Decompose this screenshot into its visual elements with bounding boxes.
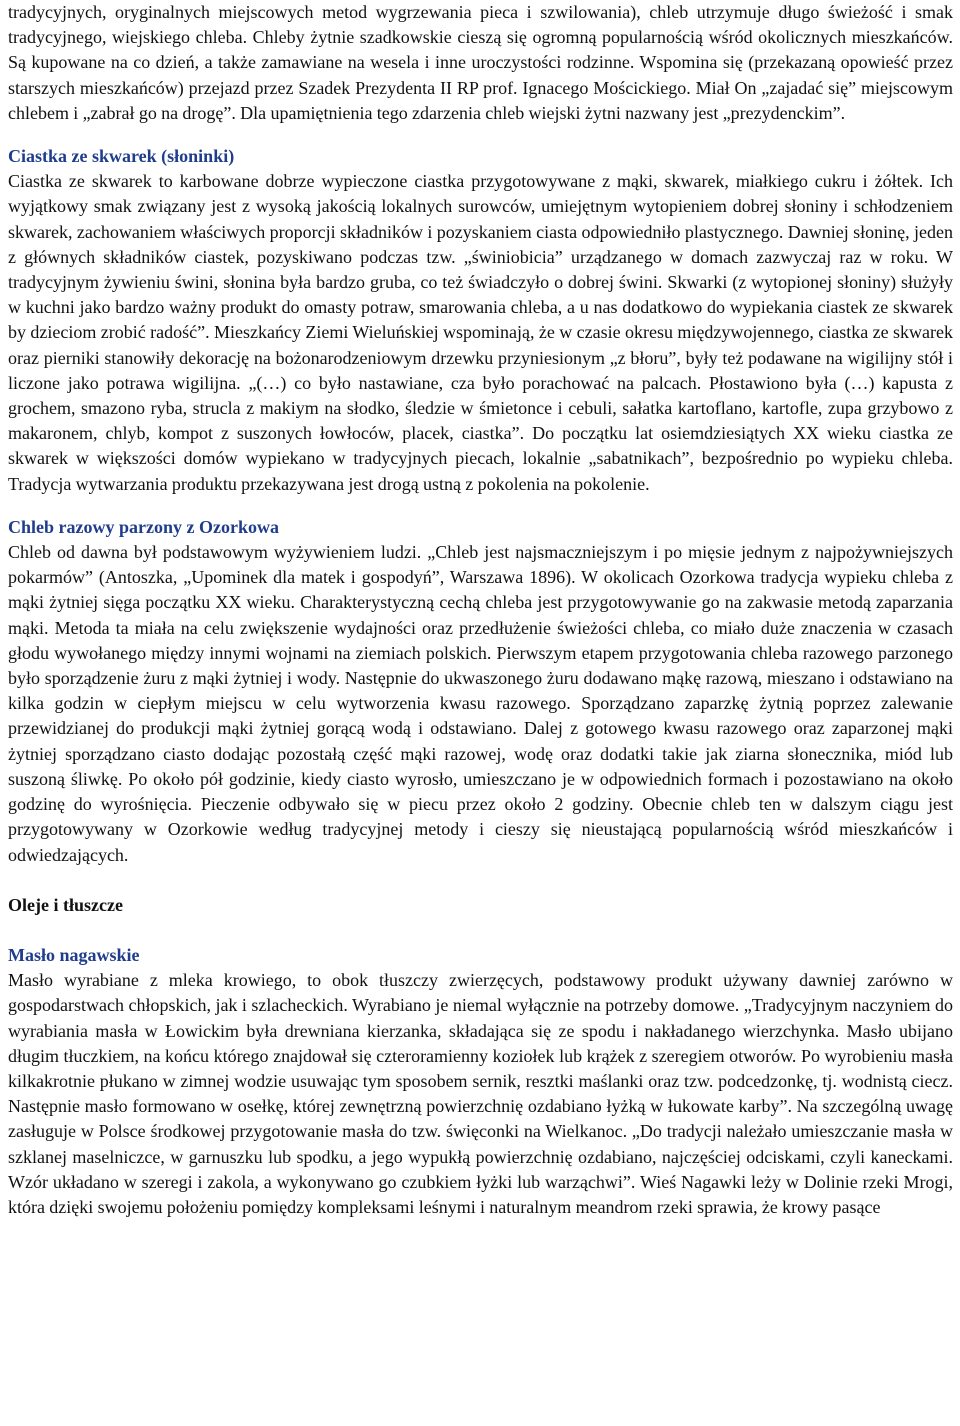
section-chleb [8, 515, 953, 868]
section-body-chleb: Chleb od dawna był podstawowym wyżywieniem ludzi. „Chleb jest najsmaczniejszym i po mięsie jednym z najpożywniejszych pokarmów” (Antoszka, „Upominek dla matek i gospodyń”, Warszawa 1896). W okolicach Ozorkowa tradycja wypieku chleba z mąki żytniej sięga początku XX wieku. Charakterystyczną cechą chleba jest przygotowywanie go na zakwasie metodą zaparzania mąki. Metoda ta miała na celu zwiększenie wydajności oraz przedłużenie świeżości chleba, co miało duże znaczenia w czasach głodu wywołanego między innymi wojnami na ziemiach polskich. Pierwszym etapem przygotowania chleba razowego parzonego było sporządzenie żuru z mąki żytniej i wody. Następnie do ukwaszonego żuru dodawano mąkę razową, mieszano i odstawiano na kilka godzin w ciepłym miejscu w celu wytworzenia kwasu razowego. Sporządzano zaparzkę żytnią poprzez zalewanie przewidzianej do produkcji mąki żytniej gorącą wodą i odstawiano. Dalej z gotowego kwasu razowego oraz zaparzonej mąki żytniej sporządzano ciasto dodając pozostałą część mąki razowej, wodę oraz dodatki takie jak ziarna słonecznika, miód lub suszoną śliwkę. Po około pół godzinie, kiedy ciasto wyrosło, umieszczano je w odpowiednich formach i pozostawiano na około godzinę do wyrośnięcia. Pieczenie odbywało się w piecu przez około 2 godziny. Obecnie chleb ten w dalszym ciągu jest przygotowywany w Ozorkowie według tradycyjnej metody i cieszy się nieustającą popularnością wśród mieszkańców i odwiedzających. [8, 542, 953, 865]
section-ciastka [8, 144, 953, 497]
section-heading-maslo: Masło nagawskie [8, 944, 140, 965]
section-gap [8, 126, 953, 144]
section-body-ciastka: Ciastka ze skwarek to karbowane dobrze wypieczone ciastka przygotowywane z mąki, skwarek, miałkiego cukru i żółtek. Ich wyjątkowy smak związany jest z wysoką jakością lokalnych surowców, umiejętnym wytopieniem dobrej słoniny i schłodzeniem skwarek, zachowaniem właściwych proporcji składników i pozyskaniem ciasta odpowiedniło plastycznego. Dawniej słoninę, jeden z głównych składników ciastek, pozyskiwano podczas tzw. „świniobicia” urządzanego w domach zazwyczaj raz w roku. W tradycyjnym żywieniu świni, słonina była bardzo gruba, co też świadczyło o dobrej świni. Skwarki (z wytopionej słoniny) służyły w kuchni jako bardzo ważny produkt do omasty potraw, smarowania chleba, a u nas dodatkowo do wypiekania ciastek ze skwarek by dzieciom zrobić radość”. Mieszkańcy Ziemi Wieluńskiej wspominają, że w czasie okresu międzywojennego, ciastka ze skwarek oraz pierniki stanowiły dekorację na bożonarodzeniowym drzewku przyniesionym „z błoru”, były też podawane na wigilijny stół i liczone jako potrawa wigilijna. „(…) co było nastawiane, cza było porachować na palcach. Płostawiono była (…) kapusta z grochem, smazono ryba, strucla z makiym na słodko, śledzie w śmietonce i cebuli, sałatka kartoflano, kartofle, zupa grzybowo z makaronem, chlyb, kompot z suszonych łowłoców, placek, ciastka”. Do początku lat osiemdziesiątych XX wieku ciastka ze skwarek w większości domów wypiekano w tradycyjnych piecach, lokalnie „sabatnikach”, bezpośrednio po wypieku chleba. Tradycja wytwarzania produktu przekazywana jest drogą ustną z pokolenia na pokolenie. [8, 171, 953, 494]
section-maslo [8, 943, 953, 1220]
section-gap [8, 497, 953, 515]
section-heading-ciastka: Ciastka ze skwarek (słoninki) [8, 146, 235, 167]
section-gap [8, 868, 953, 893]
section-gap [8, 918, 953, 943]
intro-paragraph: tradycyjnych, oryginalnych miejscowych metod wygrzewania pieca i szwilowania), chleb utrzymuje długo świeżość i smak tradycyjnego, wiejskiego chleba. Chleby żytnie szadkowskie cieszą się ogromną popularnością wśród okolicznych mieszkańców. Są kupowane na co dzień, a także zamawiane na wesela i inne uroczystości rodzinne. Wspomina się (przekazaną opowieść przez starszych mieszkańców) przejazd przez Szadek Prezydenta II RP prof. Ignacego Mościckiego. Miał On „zajadać się” miejscowym chlebem i „zabrał go na drogę”. Dla upamiętnienia tego zdarzenia chleb wiejski żytni nazwany jest „prezydenckim”. [8, 2, 953, 123]
category-heading: Oleje i tłuszcze [8, 894, 123, 915]
section-body-maslo: Masło wyrabiane z mleka krowiego, to obok tłuszczy zwierzęcych, podstawowy produkt używany dawniej zarówno w gospodarstwach chłopskich, jak i szlacheckich. Wyrabiano je niemal wyłącznie na potrzeby domowe. „Tradycyjnym naczyniem do wyrabiania masła w Łowickim była drewniana kierzanka, składająca się ze spodu i nakładanego wierzchynka. Masło ubijano długim tłuczkiem, na końcu którego znajdował się czteroramienny koziołek lub krążek z szeregiem otworów. Po wyrobieniu masła kilkakrotnie płukano w zimnej wodzie usuwając tym sposobem sernik, resztki maślanki oraz tzw. podcedzonkę, tj. wodnistą ciecz. Następnie masło formowano w osełkę, której zewnętrzną powierzchnię ozdabiano łyżką w łukowate karby”. Na szczególną uwagę zasługuje w Polsce środkowej przygotowanie masła do tzw. święconki na Wielkanoc. „Do tradycji należało umieszczanie masła w szklanej maselniczce, w garnuszku lub spodku, a jego wypukłą powierzchnię ozdabiano, najczęściej odciskami, czyli kaneckami. Wzór układano w szeregi i zakola, a wykonywano go czubkiem łyżki lub warząchwi”. Wieś Nagawki leży w Dolinie rzeki Mrogi, która dzięki swojemu położeniu pomiędzy kompleksami leśnymi i naturalnym meandrom rzeki sprawia, że krowy pasące [8, 970, 953, 1217]
section-heading-chleb: Chleb razowy parzony z Ozorkowa [8, 516, 279, 537]
